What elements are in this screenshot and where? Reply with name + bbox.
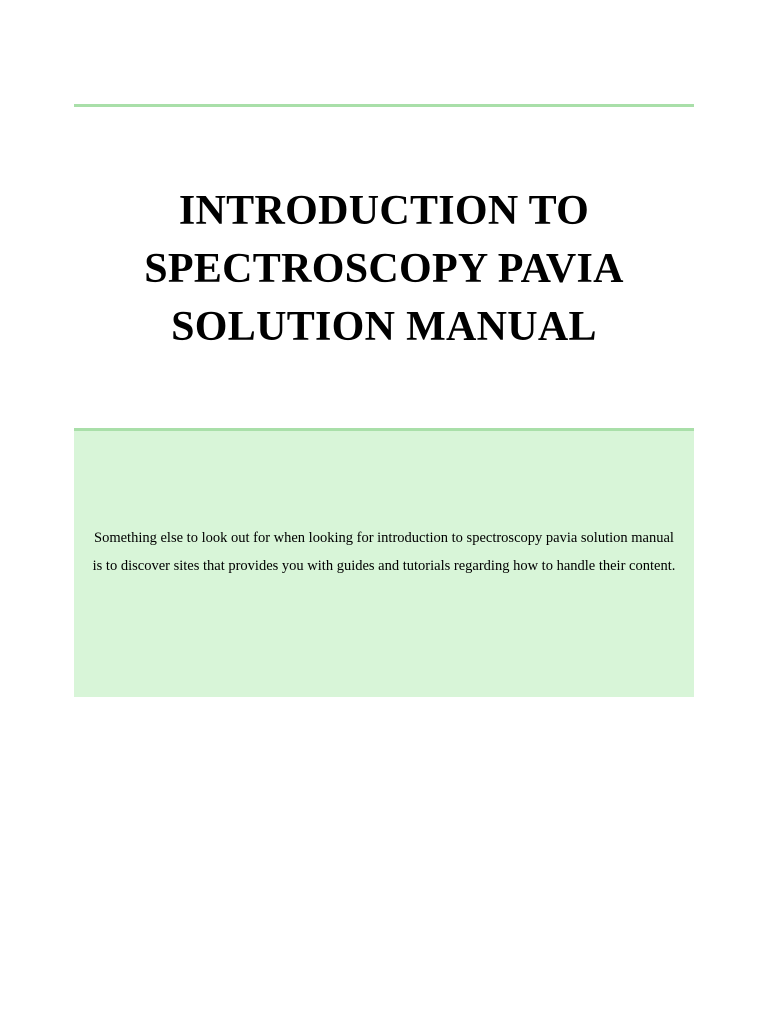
top-divider — [74, 104, 694, 107]
title-line-3: SOLUTION MANUAL — [171, 304, 597, 350]
summary-paragraph: Something else to look out for when looking for introduction to spectroscopy pavia solution manual is to discover sites that provides you with guides and tutorials regarding how to handle their content. — [92, 530, 676, 574]
title-line-1: INTRODUCTION TO — [178, 188, 590, 234]
summary-box — [74, 428, 694, 697]
title-line-2: SPECTROSCOPY PAVIA — [144, 246, 624, 292]
document-title — [74, 182, 694, 356]
